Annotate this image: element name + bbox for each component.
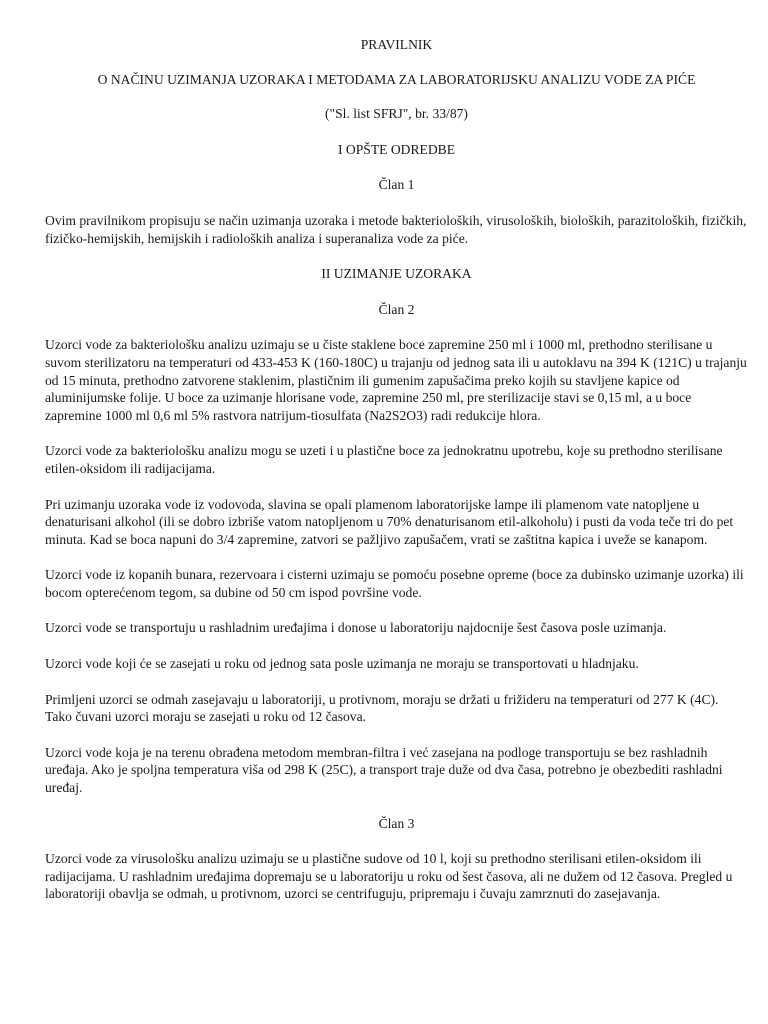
article-heading-3: Član 3 [378, 815, 415, 831]
section-heading-2: II UZIMANJE UZORAKA [321, 266, 472, 282]
document-page [45, 36, 748, 921]
document-source: ("Sl. list SFRJ", br. 33/87) [325, 106, 468, 122]
article-2-paragraph-6: Uzorci vode koji će se zasejati u roku od jednog sata posle uzimanja ne moraju se transportovati u hladnjaku. [45, 656, 639, 672]
article-1-paragraph: Ovim pravilnikom propisuju se način uzimanja uzoraka i metode bakterioloških, virusoloških, bioloških, parazitoloških, fizičkih, fizičko-hemijskih, hemijskih i radioloških analiza i superanaliza vode za piće. [45, 212, 747, 246]
document-subtitle: O NAČINU UZIMANJA UZORAKA I METODAMA ZA LABORATORIJSKU ANALIZU VODE ZA PIĆE [97, 71, 696, 87]
article-3-paragraph-1: Uzorci vode za virusološku analizu uzimaju se u plastične sudove od 10 l, koji su prethodno sterilisani etilen-oksidom ili radijacijama. U rashladnim uređajima dopremaju se u laboratoriju u roku od šest časova, ali ne dužem od 12 časova. Pregled u laboratoriji obavlja se odmah, u protivnom, uzorci se centrifuguju, pripremaju i čuvaju zamrznuti do zasejavanja. [45, 851, 733, 902]
article-2-paragraph-8: Uzorci vode koja je na terenu obrađena metodom membran-filtra i već zasejana na podloge transportuju se bez rashladnih uređaja. Ako je spoljna temperatura viša od 298 K (25C), a transport traje duže od dva časa, potrebno je obezbediti rashladni uređaj. [45, 744, 723, 796]
article-heading-1: Član 1 [378, 177, 415, 193]
article-2-paragraph-2: Uzorci vode za bakteriološku analizu mogu se uzeti i u plastične boce za jednokratnu upotrebu, koje su prethodno sterilisane etilen-oksidom ili radijacijama. [45, 443, 723, 476]
article-heading-2: Član 2 [378, 301, 415, 317]
article-2-paragraph-5: Uzorci vode se transportuju u rashladnim uređajima i donose u laboratoriju najdocnije šest časova posle uzimanja. [45, 620, 667, 636]
article-2-paragraph-3: Pri uzimanju uzoraka vode iz vodovoda, slavina se opali plamenom laboratorijske lampe ili plamenom vate natopljene u denaturisani alkohol (ili se dobro izbriše vatom natopljenom u 70% denaturisanom etil-alkoholu) i pusti da voda teče tri do pet minuta. Kad se boca napuni do 3/4 zapremine, zatvori se pažljivo zapušačem, vrati se zaštitna kapica i uveže se kanapom. [45, 496, 734, 547]
section-heading-1: I OPŠTE ODREDBE [337, 141, 456, 157]
article-2-paragraph-4: Uzorci vode iz kopanih bunara, rezervoara i cisterni uzimaju se pomoću posebne opreme (boce za dubinsko uzimanje uzorka) ili bocom opterećenom tegom, sa dubine od 50 cm ispod površine vode. [45, 567, 744, 600]
article-2-paragraph-7: Primljeni uzorci se odmah zasejavaju u laboratoriji, u protivnom, moraju se držati u frižideru na temperaturi od 277 K (4C). Tako čuvani uzorci moraju se zasejati u roku od 12 časova. [45, 691, 719, 725]
article-2-paragraph-1: Uzorci vode za bakteriološku analizu uzimaju se u čiste staklene boce zapremine 250 ml i 1000 ml, prethodno sterilisane u suvom sterilizatoru na temperaturi od 433-453 K (160-180C) u trajanju od jednog sata ili u autoklavu na 394 K (121C) u trajanju od 15 minuta, prethodno zatvorene staklenim, plastičnim ili gumenim zapušačima preko kojih su stavljene kapice od aluminijumske folije. U boce za uzimanje hlorisane vode, zapremine 250 ml, pre sterilizacije stavi se 0,15 ml, a u boce zapremine 1000 ml 0,6 ml 5% rastvora natrijum-tiosulfata (Na2S2O3) radi redukcije hlora. [45, 337, 747, 423]
document-title: PRAVILNIK [360, 37, 433, 52]
